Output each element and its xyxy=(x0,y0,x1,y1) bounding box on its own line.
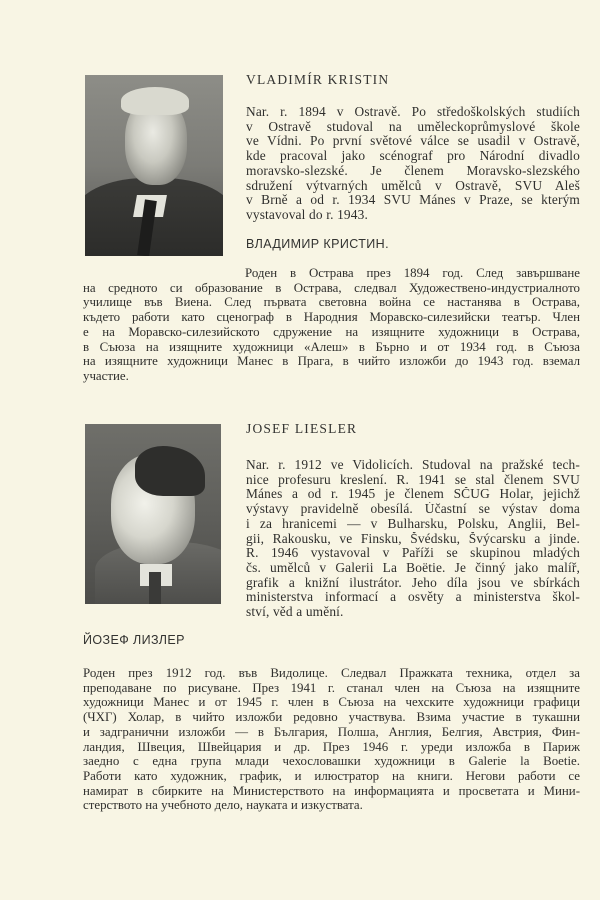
bio-line: където работи като сценограф в Народния Моравско-силезийски театър. Член xyxy=(83,310,580,325)
bio-line: kde pracoval jako scénograf pro Národní divadlo xyxy=(246,149,580,164)
portrait-photo-kristin xyxy=(85,75,223,256)
bio-line: moravsko-slezské. Je členem Moravsko-slezského xyxy=(246,163,580,178)
bio-line: участие. xyxy=(83,368,129,383)
bio-line: заедно с една група млади чехословашки художници в Galerie la Boetie. xyxy=(83,754,580,769)
bio-line: Роден през 1912 год. във Видолице. Следвал Пражката техника, отдел за xyxy=(83,666,580,680)
bio-line: стерството на учебното дело, науката и изкуствата. xyxy=(83,798,363,813)
bio-line: в Съюза на изящните художници «Алеш» в Бърно и от 1934 год. в Съюза xyxy=(83,339,580,354)
bio-line: výstavy pravidelně obesílá. Účastní se výstav doma xyxy=(246,502,580,517)
bio-line: и задгранични изложби — в България, Полша, Англия, Белгия, Австрия, Фин- xyxy=(83,724,580,739)
bio-line: е на Моравско-силезийското сдружение на изящните художници в Острава, xyxy=(83,324,580,339)
bio-line: ministerstva informací a osvěty a ministerstva škol- xyxy=(246,590,580,605)
bio-bulgarian-kristin xyxy=(83,266,580,384)
bio-line: gii, Rakousku, ve Finsku, Švédsku, Švýcarsku a jinde. xyxy=(246,531,580,546)
bio-czech-liesler xyxy=(246,458,580,620)
bio-line: Nar. r. 1894 v Ostravě. Po středoškolských studiích xyxy=(246,105,580,119)
bio-line: R. 1946 vystavoval v Paříži se skupinou mladých xyxy=(246,546,580,561)
name-bulgarian-liesler: ЙОЗЕФ ЛИЗЛЕР xyxy=(83,633,185,647)
bio-line: grafik a knižní ilustrátor. Jeho díla jsou ve sbírkách xyxy=(246,575,580,590)
bio-line: ve Vídni. Po první světové válce se usadil v Ostravě, xyxy=(246,134,580,149)
bio-line: Роден в Острава през 1894 год. След завършване xyxy=(245,266,580,280)
bio-line: ství, věd a umění. xyxy=(246,605,344,620)
bio-line: v Ostravě studoval na uměleckoprůmyslové škole xyxy=(246,119,580,134)
bio-line: ландия, Швеция, Швейцария и др. През 1946 г. уреди изложба в Париж xyxy=(83,739,580,754)
bio-bulgarian-liesler xyxy=(83,666,580,813)
bio-line: čs. umělců v Galerii La Boëtie. Je činný jako malíř, xyxy=(246,560,580,575)
bio-czech-kristin xyxy=(246,105,580,223)
name-czech-liesler: JOSEF LIESLER xyxy=(246,421,358,436)
bio-line: на изящните художници Манес в Прага, в чийто изложби до 1943 год. вземал xyxy=(83,354,580,369)
bio-line: Работи като художник, график, и илюстратор на книги. Негови работи се xyxy=(83,768,580,783)
bio-line: i za hranicemi — v Bulharsku, Polsku, Anglii, Bel- xyxy=(246,516,580,531)
name-bulgarian-kristin: ВЛАДИМИР КРИСТИН. xyxy=(246,237,389,251)
bio-line: Mánes a od r. 1945 je členem SČUG Holar, jejichž xyxy=(246,487,580,502)
bio-line: sdružení výtvarných umělců v Ostravě, SVU Aleš xyxy=(246,178,580,193)
bio-line: nice profesuru kreslení. R. 1941 se stal členem SVU xyxy=(246,472,580,487)
bio-line: училище във Виена. След първата световна война се настанява в Острава, xyxy=(83,295,580,310)
bio-line: на средното си образование в Острава, следвал Художествено-индустриалното xyxy=(83,280,580,295)
name-czech-kristin: VLADIMÍR KRISTIN xyxy=(246,72,390,87)
bio-line: v Brně a od r. 1934 SVU Mánes v Praze, se kterým xyxy=(246,193,580,208)
bio-line: художници Манес и от 1945 г. член в Съюза на чехските художници графици xyxy=(83,695,580,710)
bio-line: (ЧХГ) Холар, в чийто изложби редовно участвува. Взима участие в тукашни xyxy=(83,710,580,725)
bio-line: намират в сбирките на Министерството на информацията и просветата и Мини- xyxy=(83,783,580,798)
bio-line: преподаване по рисуване. През 1941 г. станал член на Съюза на изящните xyxy=(83,680,580,695)
portrait-photo-liesler xyxy=(85,424,221,604)
bio-line: Nar. r. 1912 ve Vidolicích. Studoval na pražské tech- xyxy=(246,458,580,472)
bio-line: vystavoval do r. 1943. xyxy=(246,207,368,222)
